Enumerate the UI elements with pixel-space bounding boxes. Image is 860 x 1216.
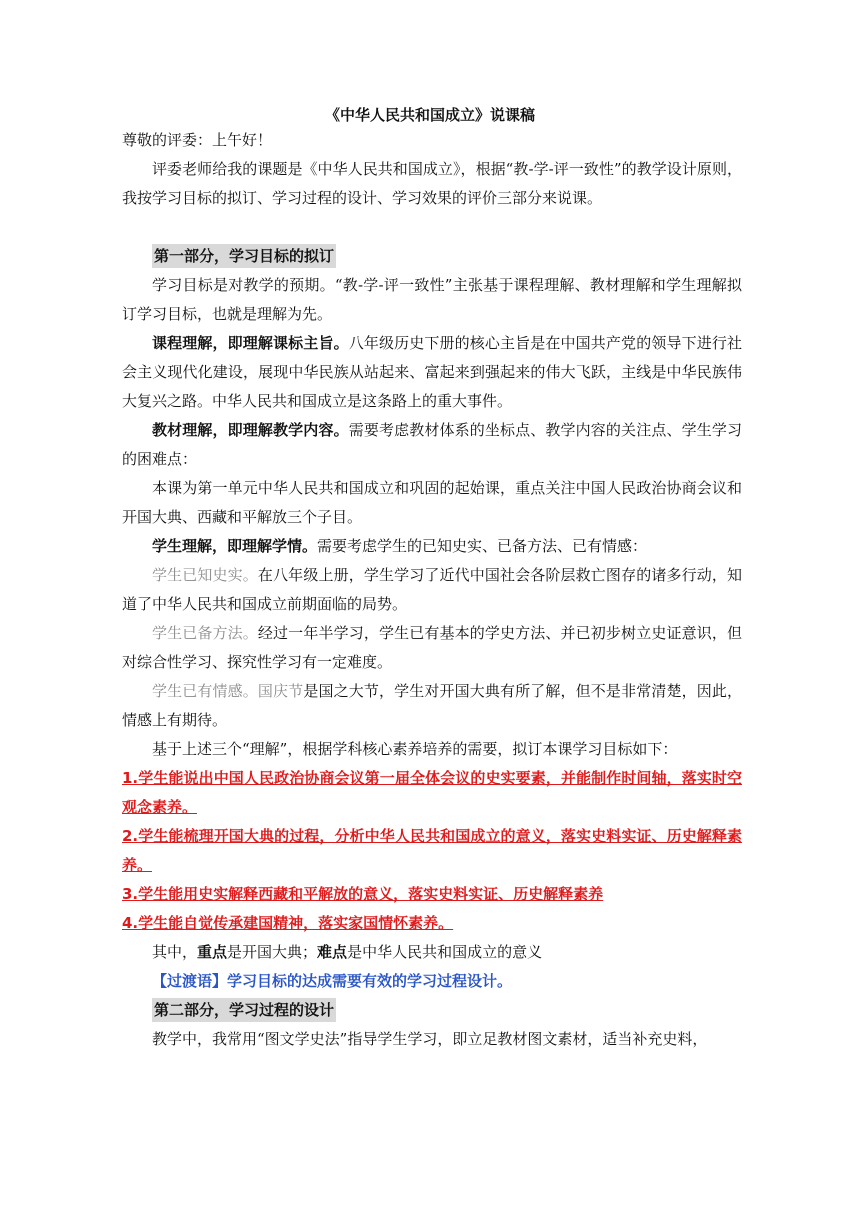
lesson-paragraph: 本课为第一单元中华人民共和国成立和巩固的起始课，重点关注中国人民政治协商会议和开国大典、西藏和平解放三个子目。 [122, 479, 742, 526]
emotion-paragraph [122, 677, 742, 735]
difficulty-text: 是中华人民共和国成立的意义 [347, 943, 543, 961]
keypoint-pre: 其中， [152, 943, 198, 961]
goal-text-3: 3.学生能用史实解释西藏和平解放的意义，落实史料实证、历史解释素养 [122, 885, 604, 903]
goal-item-2 [122, 822, 742, 880]
goal-intro-paragraph: 学习目标是对教学的预期。“教-学-评一致性”主张基于课程理解、教材理解和学生理解拟订学习目标，也就是理解为先。 [122, 276, 742, 323]
known-text: 在八年级上册，学生学习了近代中国社会各阶层救亡图存的诸多行动，知道了中华人民共和国成立前期面临的局势。 [122, 566, 742, 613]
student-lead: 学生理解，即理解学情。 [152, 537, 318, 555]
textbook-lead: 教材理解，即理解教学内容。 [152, 421, 349, 439]
document-body [122, 126, 742, 1054]
part2-heading-line [122, 996, 742, 1025]
course-lead: 课程理解，即理解课标主旨。 [152, 334, 349, 352]
goal-item-3 [122, 880, 742, 909]
student-text: 需要考虑学生的已知史实、已备方法、已有情感： [317, 537, 648, 555]
method-lead: 学生已备方法。 [152, 624, 258, 642]
part1-heading: 第一部分，学习目标的拟订 [152, 244, 336, 268]
blank-line [122, 213, 742, 242]
textbook-understanding-paragraph [122, 416, 742, 474]
goal-text-2: 2.学生能梳理开国大典的过程，分析中华人民共和国成立的意义，落实史料实证、历史解释素养。 [122, 827, 742, 874]
part2-paragraph: 教学中，我常用“图文学史法”指导学生学习，即立足教材图文素材，适当补充史料， [152, 1030, 708, 1048]
method-text: 经过一年半学习，学生已有基本的学史方法、并已初步树立史证意识，但对综合性学习、探究性学习有一定难度。 [122, 624, 742, 671]
keypoint-label: 重点 [197, 943, 228, 961]
emotion-text: 是国之大节，学生对开国大典有所了解，但不是非常清楚，因此，情感上有期待。 [122, 682, 742, 729]
intro-paragraph: 评委老师给我的课题是《中华人民共和国成立》，根据“教-学-评一致性”的教学设计原则，我按学习目标的拟订、学习过程的设计、学习效果的评价三部分来说课。 [122, 160, 742, 207]
goal-item-4 [122, 909, 742, 938]
course-text: 八年级历史下册的核心主旨是在中国共产党的领导下进行社会主义现代化建设，展现中华民族从站起来、富起来到强起来的伟大飞跃，主线是中华民族伟大复兴之路。中华人民共和国成立是这条路上的重大事件。 [122, 334, 742, 410]
difficulty-label: 难点 [317, 943, 348, 961]
goal-item-1 [122, 764, 742, 822]
emotion-lead: 学生已有情感。 [152, 682, 258, 700]
known-facts-paragraph [122, 561, 742, 619]
emotion-mid: 国庆节 [257, 682, 304, 700]
greeting: 尊敬的评委：上午好！ [122, 131, 273, 149]
basis-paragraph: 基于上述三个“理解”，根据学科核心素养培养的需要，拟订本课学习目标如下： [152, 740, 678, 758]
keypoint-paragraph [122, 938, 742, 967]
transition-text: 【过渡语】学习目标的达成需要有效的学习过程设计。 [152, 972, 513, 990]
transition-paragraph [122, 967, 742, 996]
textbook-text: 需要考虑教材体系的坐标点、教学内容的关注点、学生学习的困难点： [122, 421, 742, 468]
course-understanding-paragraph [122, 329, 742, 416]
keypoint-mid: 是开国大典； [227, 943, 318, 961]
known-lead: 学生已知史实。 [152, 566, 258, 584]
goal-text-4: 4.学生能自觉传承建国精神，落实家国情怀素养。 [122, 914, 454, 932]
goal-text-1: 1.学生能说出中国人民政治协商会议第一届全体会议的史实要素，并能制作时间轴，落实时空观念素养。 [122, 769, 742, 816]
student-understanding-paragraph [122, 532, 742, 561]
document-title: 《中华人民共和国成立》说课稿 [324, 106, 535, 124]
part2-heading: 第二部分，学习过程的设计 [152, 998, 336, 1022]
part1-heading-line [122, 242, 742, 271]
methods-paragraph [122, 619, 742, 677]
